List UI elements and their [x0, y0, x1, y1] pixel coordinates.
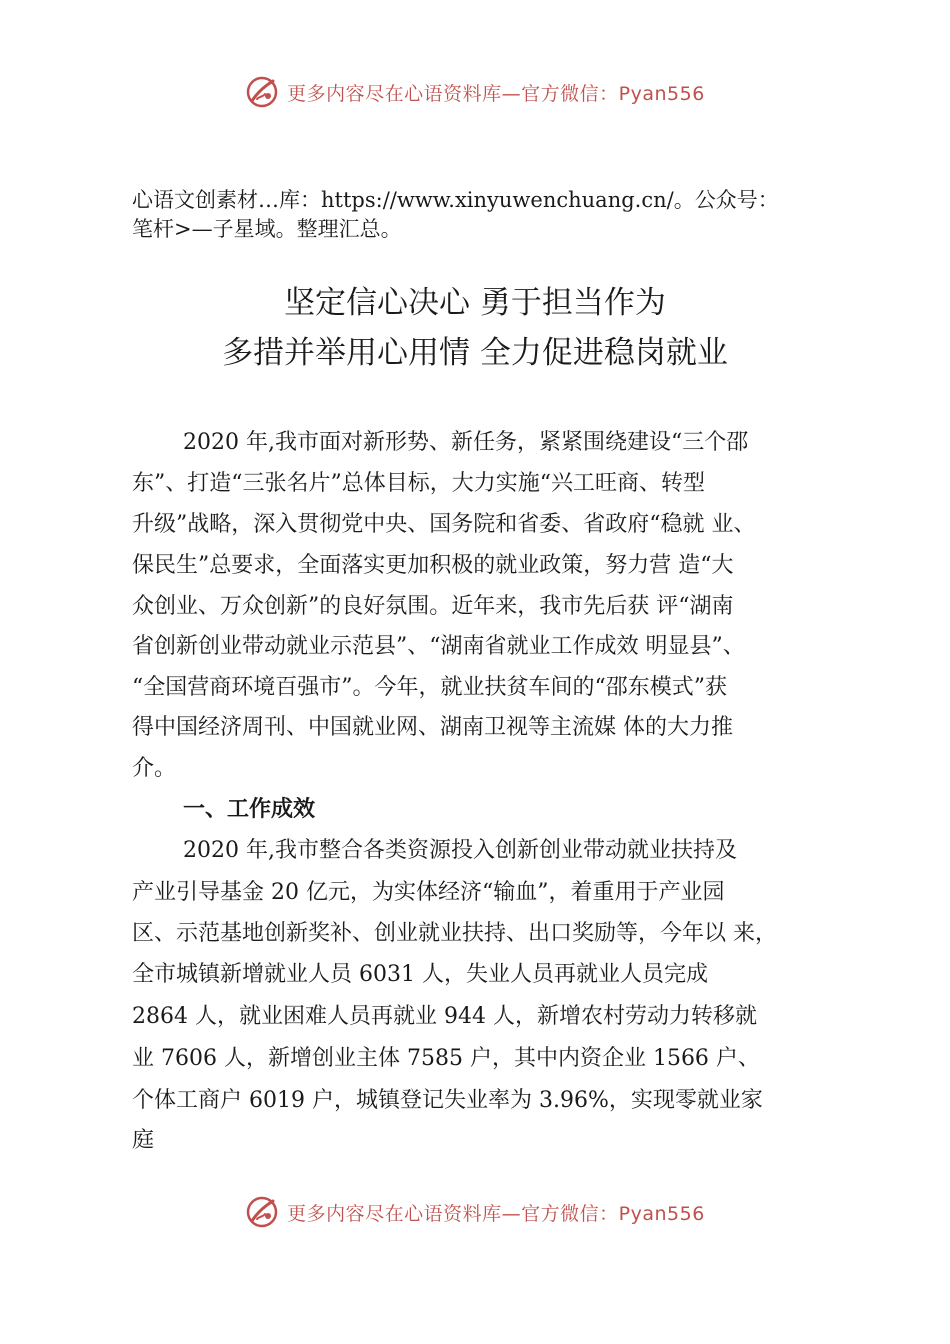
brush-logo-icon: [245, 75, 279, 109]
paragraph-1-line: “全国营商环境百强市”。今年，就业扶贫车间的“邵东模式”获: [132, 675, 727, 700]
paragraph-1-line: 东”、打造“三张名片”总体目标，大力实施“兴工旺商、转型: [132, 471, 705, 496]
brush-logo-icon: [245, 1195, 279, 1229]
banner-text: 更多内容尽在心语资料库—官方微信：Pyan556: [287, 82, 705, 105]
paragraph-2-line: 区、示范基地创新奖补、创业就业扶持、出口奖励等，今年以 来，: [132, 921, 777, 946]
paragraph-1-line: 保民生”总要求，全面落实更加积极的就业政策，努力营 造“大: [132, 553, 734, 578]
banner-text: 更多内容尽在心语资料库—官方微信：Pyan556: [287, 1202, 705, 1225]
paragraph-1-line: 省创新创业带动就业示范县”、“湖南省就业工作成效 明显县”、: [132, 634, 745, 659]
paragraph-1-line: 得中国经济周刊、中国就业网、湖南卫视等主流媒 体的大力推: [132, 715, 733, 740]
paragraph-2-line: 全市城镇新增就业人员 6031 人，失业人员再就业人员完成: [132, 962, 708, 987]
paragraph-1-line: 2020 年,我市面对新形势、新任务，紧紧围绕建设“三个邵: [183, 430, 749, 455]
source-line-1: 心语文创素材…库：https://www.xinyuwenchuang.cn/。公众号：: [132, 188, 779, 212]
paragraph-2-line: 产业引导基金 20 亿元，为实体经济“输血”，着重用于产业园: [132, 880, 725, 905]
bottom-banner: [0, 1192, 950, 1232]
paragraph-2-line: 个体工商户 6019 户，城镇登记失业率为 3.96%，实现零就业家: [132, 1088, 763, 1113]
paragraph-1-line: 众创业、万众创新”的良好氛围。近年来，我市先后获 评“湖南: [132, 594, 734, 619]
paragraph-1-line: 介。: [132, 756, 177, 781]
paragraph-1-line: 升级”战略，深入贯彻党中央、国务院和省委、省政府“稳就 业、: [132, 512, 756, 537]
document-title-line-1: 坚定信心决心 勇于担当作为: [284, 285, 666, 321]
section-heading: 一、工作成效: [183, 797, 316, 822]
paragraph-2-line: 2020 年,我市整合各类资源投入创新创业带动就业扶持及: [183, 838, 737, 863]
document-title-line-2: 多措并举用心用情 全力促进稳岗就业: [222, 335, 728, 371]
top-banner: [0, 72, 950, 112]
source-line-2: 笔杆>—子星域。整理汇总。: [132, 217, 402, 241]
paragraph-2-line: 2864 人，就业困难人员再就业 944 人，新增农村劳动力转移就: [132, 1004, 757, 1029]
paragraph-2-line: 业 7606 人，新增创业主体 7585 户，其中内资企业 1566 户、: [132, 1046, 760, 1071]
paragraph-2-line: 庭: [132, 1128, 155, 1153]
